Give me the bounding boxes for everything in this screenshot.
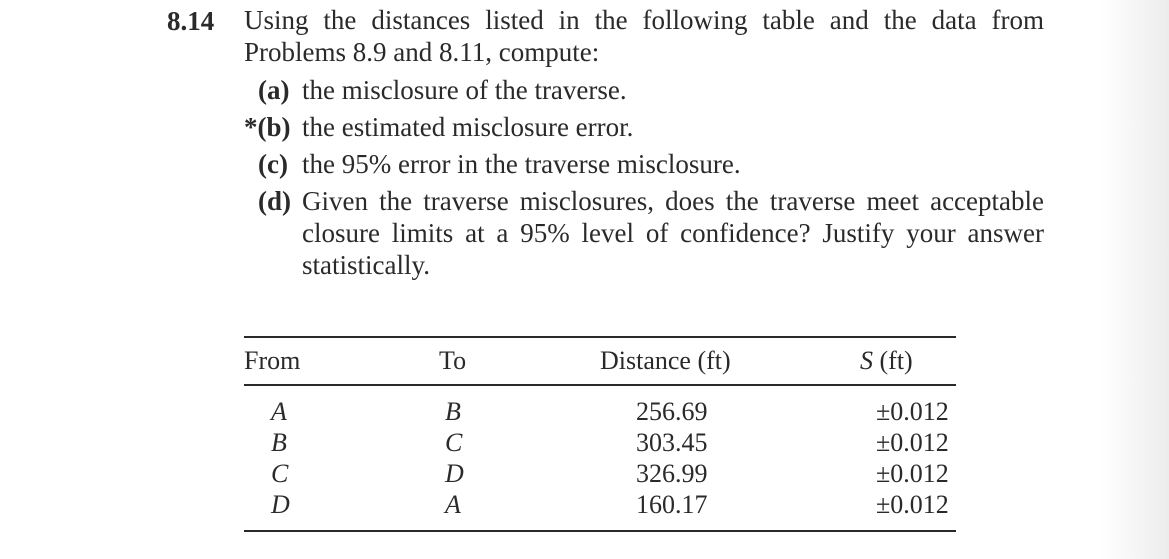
row-s: ±0.012: [876, 428, 949, 457]
row-distance: 256.69: [636, 397, 708, 426]
part-d-label: (d): [258, 186, 291, 216]
part-a-text: the misclosure of the traverse.: [302, 75, 627, 105]
part-a-label: (a): [258, 75, 290, 105]
problem-number: 8.14: [167, 6, 215, 36]
row-to: C: [445, 428, 463, 457]
row-from: C: [271, 459, 289, 488]
part-c-label: (c): [258, 149, 288, 179]
table-header-rule: [244, 384, 956, 386]
row-s: ±0.012: [876, 490, 949, 519]
part-d-text: Given the traverse misclosures, does the traverse meet acceptable closure limits at a 95% level of confidence? Justify your answer statistically.: [302, 186, 1044, 280]
row-s: ±0.012: [876, 397, 949, 426]
row-distance: 303.45: [636, 428, 708, 457]
row-to: D: [445, 459, 464, 488]
row-to: A: [445, 490, 461, 519]
header-distance: Distance (ft): [600, 346, 731, 375]
part-b-text: the estimated misclosure error.: [302, 112, 634, 142]
header-from: From: [244, 346, 301, 375]
header-to: To: [439, 346, 467, 375]
part-c-text: the 95% error in the traverse misclosure.: [302, 149, 741, 179]
row-from: D: [271, 490, 290, 519]
header-s: [860, 346, 913, 376]
header-s-unit: (ft): [873, 346, 913, 375]
problem-stem: Using the distances listed in the following table and the data from Problems 8.9 and 8.11, compute:: [244, 5, 1044, 67]
table-bottom-rule: [244, 530, 956, 532]
table-top-rule: [244, 336, 956, 338]
row-from: B: [271, 428, 287, 457]
row-to: B: [445, 397, 461, 426]
row-from: A: [271, 397, 287, 426]
part-b-label: *(b): [244, 112, 291, 142]
row-distance: 160.17: [636, 490, 708, 519]
row-distance: 326.99: [636, 459, 708, 488]
row-s: ±0.012: [876, 459, 949, 488]
distance-table: [244, 336, 956, 532]
header-s-symbol: S: [860, 346, 873, 375]
